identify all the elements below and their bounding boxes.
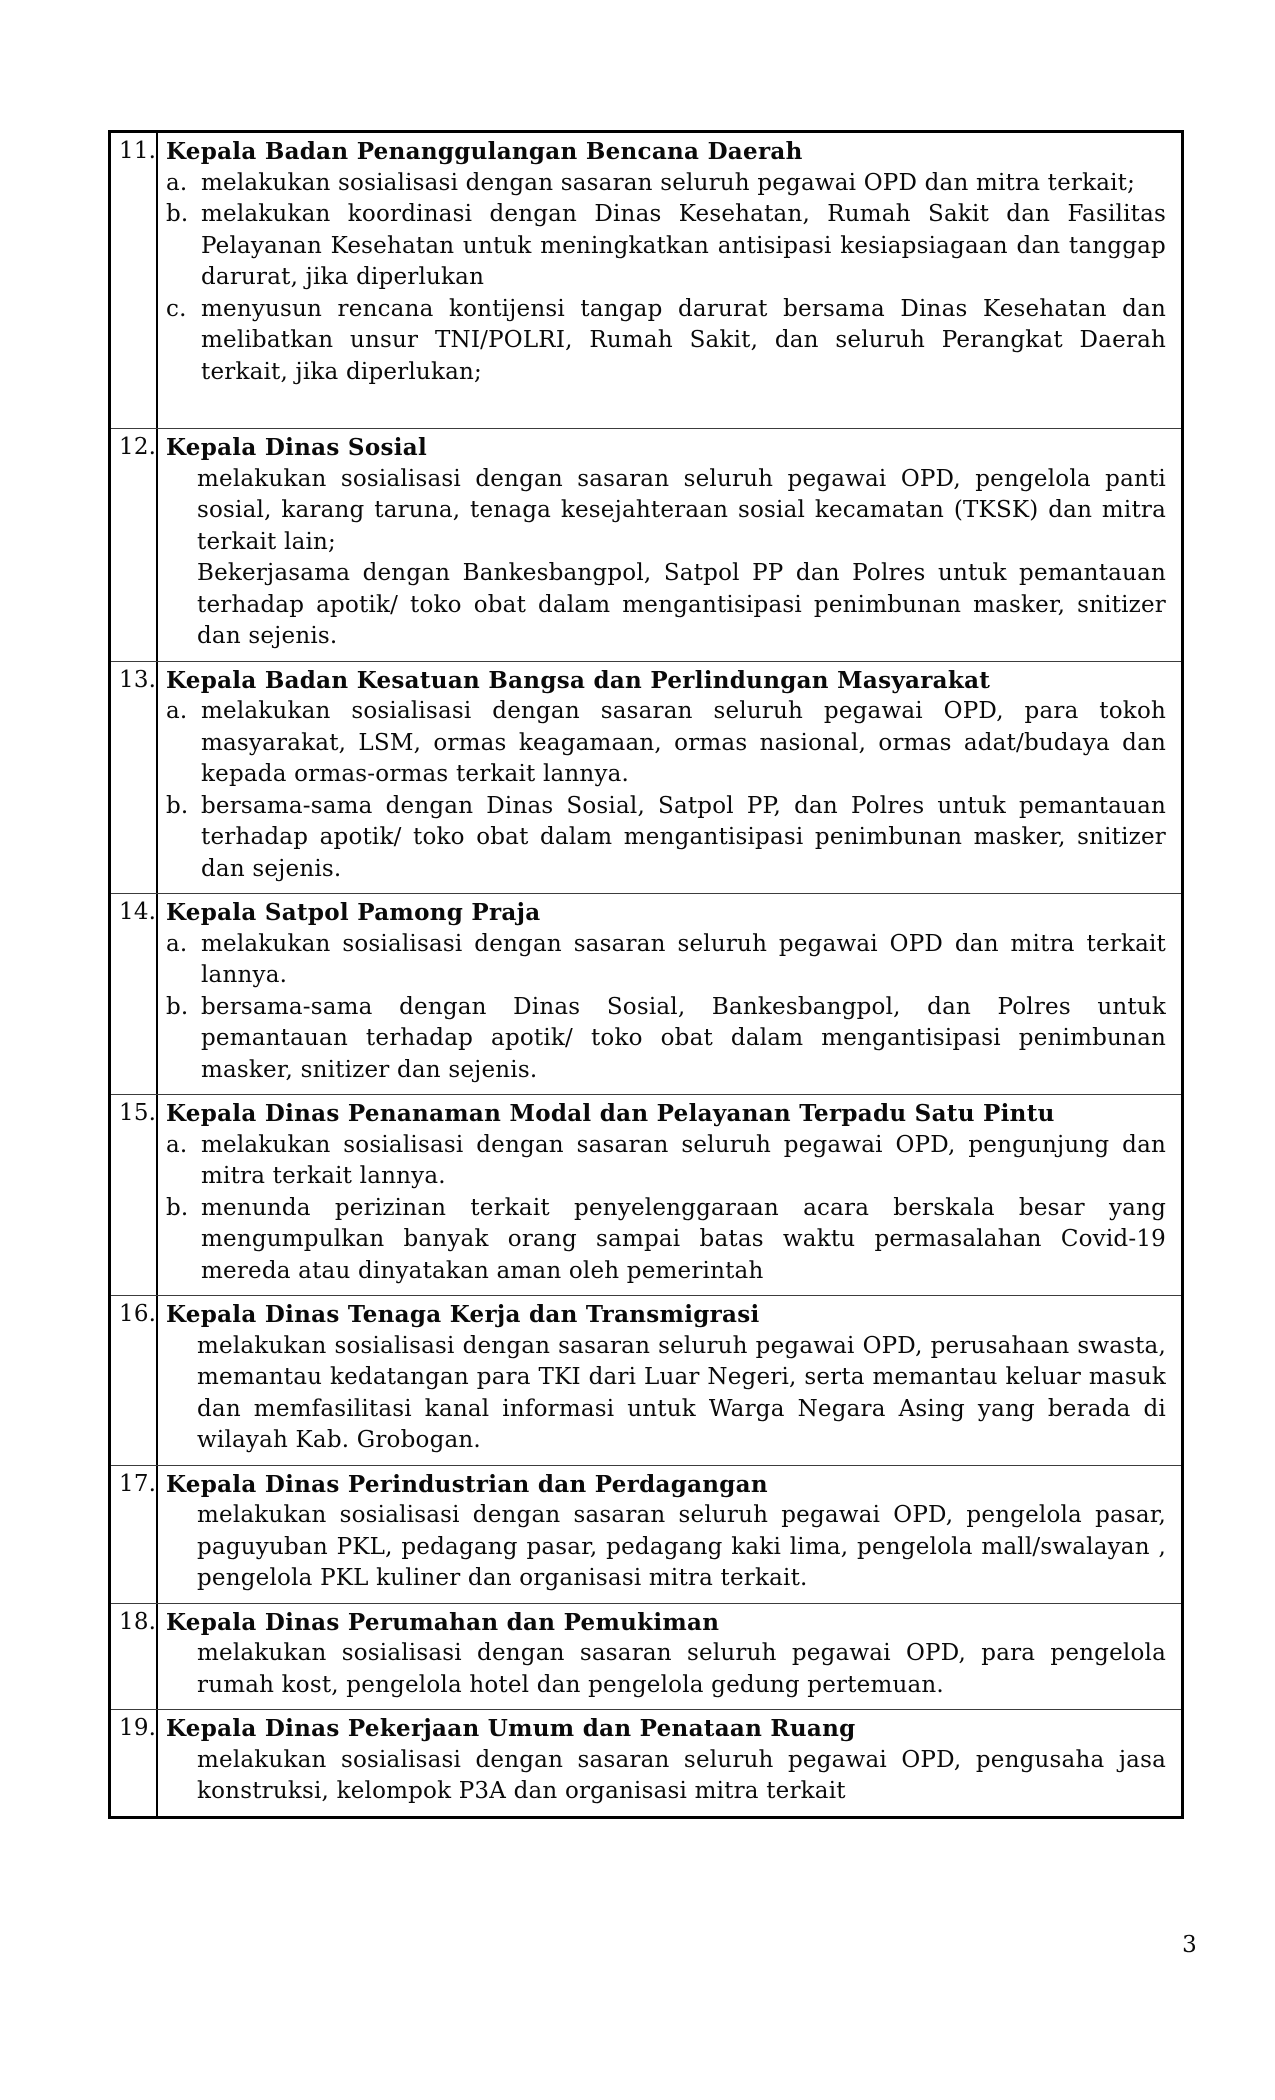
- item-text: bersama-sama dengan Dinas Sosial, Satpol PP, dan Polres untuk pemantauan terhadap apotik/ toko obat dalam mengantisipasi penimbunan masker, snitizer dan sejenis.: [201, 792, 1166, 882]
- table-row: [111, 1094, 1181, 1295]
- item-marker: b.: [166, 993, 189, 1020]
- item-text: menunda perizinan terkait penyelenggaraan acara berskala besar yang mengumpulkan banyak orang sampai batas waktu permasalahan Covid-19 mereda atau dinyatakan aman oleh pemerintah: [201, 1194, 1166, 1284]
- item-text: bersama-sama dengan Dinas Sosial, Bankesbangpol, dan Polres untuk pemantauan terhadap apotik/ toko obat dalam mengantisipasi penimbunan masker, snitizer dan sejenis.: [201, 993, 1166, 1083]
- page-number: 3: [1182, 1932, 1197, 1958]
- item-marker: a.: [166, 169, 188, 196]
- list-item: [166, 294, 1166, 389]
- row-number: 15.: [111, 1095, 158, 1295]
- paragraph: melakukan sosialisasi dengan sasaran seluruh pegawai OPD, pengelola panti sosial, karang taruna, tenaga kesejahteraan sosial kecamatan (TKSK) dan mitra terkait lain;: [197, 465, 1166, 555]
- row-content: [158, 429, 1181, 661]
- item-marker: a.: [166, 1131, 188, 1158]
- list-item: [166, 1193, 1166, 1288]
- item-text: melakukan koordinasi dengan Dinas Kesehatan, Rumah Sakit dan Fasilitas Pelayanan Kesehatan untuk meningkatkan antisipasi kesiapsiagaan dan tanggap darurat, jika diperlukan: [201, 201, 1166, 290]
- table-row: [111, 1709, 1181, 1816]
- table-row: [111, 133, 1181, 428]
- table-row: [111, 661, 1181, 894]
- list-item: [166, 992, 1166, 1087]
- item-marker: b.: [166, 201, 189, 227]
- table-row: [111, 893, 1181, 1094]
- row-number: 12.: [111, 429, 158, 661]
- row-number: 14.: [111, 894, 158, 1094]
- row-content: [158, 894, 1181, 1094]
- row-title: Kepala Dinas Sosial: [166, 434, 427, 461]
- list-item: [166, 929, 1166, 992]
- row-content: [158, 1296, 1181, 1465]
- item-text: melakukan sosialisasi dengan sasaran seluruh pegawai OPD, para tokoh masyarakat, LSM, ormas keagamaan, ormas nasional, ormas adat/budaya dan kepada ormas-ormas terkait lannya.: [201, 698, 1166, 787]
- row-title: Kepala Dinas Penanaman Modal dan Pelayanan Terpadu Satu Pintu: [166, 1100, 1055, 1127]
- item-marker: a.: [166, 698, 188, 724]
- item-text: menyusun rencana kontijensi tangap darurat bersama Dinas Kesehatan dan melibatkan unsur TNI/POLRI, Rumah Sakit, dan seluruh Perangkat Daerah terkait, jika diperlukan;: [201, 295, 1166, 385]
- paragraph: melakukan sosialisasi dengan sasaran seluruh pegawai OPD, pengelola pasar, paguyuban PKL, pedagang pasar, pedagang kaki lima, pengelola mall/swalayan , pengelola PKL kuliner dan organisasi mitra terkait.: [197, 1502, 1166, 1591]
- item-text: melakukan sosialisasi dengan sasaran seluruh pegawai OPD dan mitra terkait lannya.: [201, 930, 1166, 988]
- paragraph: melakukan sosialisasi dengan sasaran seluruh pegawai OPD, para pengelola rumah kost, pengelola hotel dan pengelola gedung pertemuan.: [197, 1640, 1166, 1698]
- list-item: [166, 199, 1166, 294]
- row-title: Kepala Dinas Tenaga Kerja dan Transmigrasi: [166, 1301, 760, 1328]
- item-marker: a.: [166, 930, 188, 957]
- row-title: Kepala Dinas Pekerjaan Umum dan Penataan Ruang: [166, 1715, 856, 1742]
- item-text: melakukan sosialisasi dengan sasaran seluruh pegawai OPD, pengunjung dan mitra terkait lannya.: [201, 1131, 1166, 1189]
- item-marker: c.: [166, 295, 187, 322]
- row-content: [158, 133, 1181, 428]
- paragraph: melakukan sosialisasi dengan sasaran seluruh pegawai OPD, pengusaha jasa konstruksi, kelompok P3A dan organisasi mitra terkait: [197, 1746, 1166, 1804]
- row-content: [158, 1466, 1181, 1603]
- paragraph: Bekerjasama dengan Bankesbangpol, Satpol PP dan Polres untuk pemantauan terhadap apotik/ toko obat dalam mengantisipasi penimbunan masker, snitizer dan sejenis.: [197, 560, 1166, 649]
- row-content: [158, 662, 1181, 894]
- row-number: 19.: [111, 1710, 158, 1816]
- row-content: [158, 1604, 1181, 1710]
- row-title: Kepala Dinas Perindustrian dan Perdagangan: [166, 1470, 768, 1498]
- table-row: [111, 1603, 1181, 1710]
- row-title: Kepala Satpol Pamong Praja: [166, 899, 541, 926]
- list-item: [166, 791, 1166, 886]
- list-item: [166, 696, 1166, 791]
- row-number: 18.: [111, 1604, 158, 1710]
- row-title: Kepala Dinas Perumahan dan Pemukiman: [166, 1608, 720, 1636]
- table-row: [111, 428, 1181, 661]
- row-title: Kepala Badan Kesatuan Bangsa dan Perlindungan Masyarakat: [166, 666, 991, 694]
- list-item: [166, 168, 1166, 200]
- list-item: [166, 1130, 1166, 1193]
- row-content: [158, 1710, 1181, 1816]
- doc-table: [108, 130, 1184, 1819]
- paragraph: melakukan sosialisasi dengan sasaran seluruh pegawai OPD, perusahaan swasta, memantau kedatangan para TKI dari Luar Negeri, serta memantau keluar masuk dan memfasilitasi kanal informasi untuk Warga Negara Asing yang berada di wilayah Kab. Grobogan.: [197, 1332, 1166, 1453]
- table-row: [111, 1465, 1181, 1603]
- item-marker: b.: [166, 792, 189, 819]
- row-title: Kepala Badan Penanggulangan Bencana Daerah: [166, 138, 803, 165]
- item-text: melakukan sosialisasi dengan sasaran seluruh pegawai OPD dan mitra terkait;: [201, 169, 1136, 196]
- row-number: 13.: [111, 662, 158, 894]
- row-number: 17.: [111, 1466, 158, 1603]
- row-number: 11.: [111, 133, 158, 428]
- item-marker: b.: [166, 1194, 189, 1221]
- table-row: [111, 1295, 1181, 1465]
- row-content: [158, 1095, 1181, 1295]
- row-number: 16.: [111, 1296, 158, 1465]
